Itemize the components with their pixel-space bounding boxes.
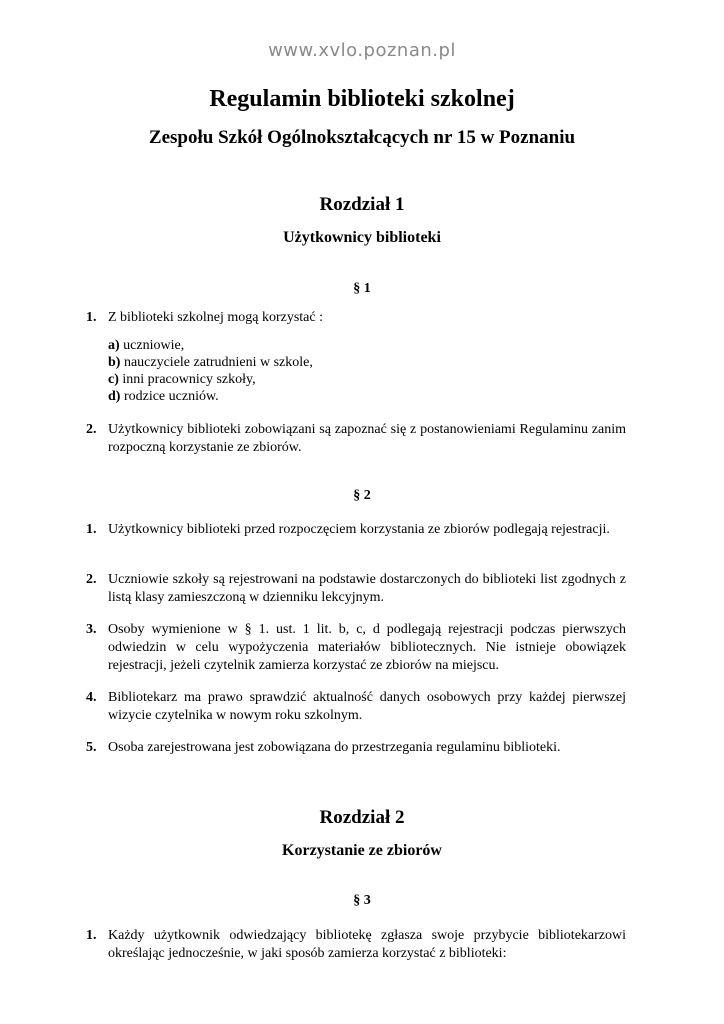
item-number: 1. bbox=[86, 310, 97, 325]
section-2-item-3 bbox=[86, 621, 626, 675]
subitem-letter: a) bbox=[108, 338, 120, 353]
section-1-subitem-c bbox=[108, 371, 608, 388]
subitem-text: inni pracownicy szkoły, bbox=[122, 372, 256, 387]
section-1-subitem-d bbox=[108, 388, 608, 405]
item-text: Każdy użytkownik odwiedzający bibliotekę zgłasza swoje przybycie bibliotekarzowi określając jednocześnie, w jaki sposób zamierza korzystać z biblioteki: bbox=[108, 928, 626, 961]
subitem-text: rodzice uczniów. bbox=[123, 389, 219, 404]
section-2-item-5 bbox=[86, 739, 626, 757]
subitem-text: nauczyciele zatrudnieni w szkole, bbox=[123, 355, 313, 370]
chapter-1-subheading: Użytkownicy biblioteki bbox=[283, 229, 441, 246]
section-2-item-2 bbox=[86, 571, 626, 607]
section-3-sign: § 3 bbox=[353, 893, 371, 908]
item-text: Użytkownicy biblioteki przed rozpoczęciem korzystania ze zbiorów podlegają rejestracji. bbox=[108, 522, 610, 537]
section-3-item-1 bbox=[86, 927, 626, 963]
section-2-item-4 bbox=[86, 689, 626, 725]
document-title: Regulamin biblioteki szkolnej bbox=[209, 86, 515, 112]
item-number: 2. bbox=[86, 572, 97, 587]
item-number: 2. bbox=[86, 422, 97, 437]
item-number: 1. bbox=[86, 928, 97, 943]
item-number: 4. bbox=[86, 690, 97, 705]
subitem-text: uczniowie, bbox=[123, 338, 185, 353]
section-1-sign: § 1 bbox=[353, 281, 371, 296]
section-1-item-2 bbox=[86, 421, 626, 457]
section-2-item-1 bbox=[86, 521, 626, 539]
item-number: 5. bbox=[86, 740, 97, 755]
chapter-2-subheading: Korzystanie ze zbiorów bbox=[282, 842, 442, 859]
chapter-1-heading: Rozdział 1 bbox=[319, 194, 405, 215]
section-1-item-1 bbox=[86, 309, 626, 327]
item-text: Użytkownicy biblioteki zobowiązani są zapoznać się z postanowieniami Regulaminu zanim rozpoczną korzystanie ze zbiorów. bbox=[108, 422, 626, 455]
item-text: Osoby wymienione w § 1. ust. 1 lit. b, c, d podlegają rejestracji podczas pierwszych odwiedzin w celu wypożyczenia materiałów bibliotecznych. Nie istnieje obowiązek rejestracji, jeżeli czytelnik zamierza korzystać ze zbiorów na miejscu. bbox=[108, 622, 626, 673]
item-number: 3. bbox=[86, 622, 97, 637]
document-subtitle: Zespołu Szkół Ogólnokształcących nr 15 w Poznaniu bbox=[148, 127, 576, 148]
item-text: Osoba zarejestrowana jest zobowiązana do przestrzegania regulaminu biblioteki. bbox=[108, 740, 561, 755]
subitem-letter: d) bbox=[108, 389, 121, 404]
section-1-subitem-b bbox=[108, 354, 608, 371]
subitem-letter: c) bbox=[108, 372, 119, 387]
section-1-subitem-a bbox=[108, 337, 608, 354]
chapter-2-heading: Rozdział 2 bbox=[319, 807, 405, 828]
watermark-url: www.xvlo.poznan.pl bbox=[268, 40, 456, 61]
item-text: Bibliotekarz ma prawo sprawdzić aktualność danych osobowych przy każdej pierwszej wizycie czytelnika w nowym roku szkolnym. bbox=[108, 690, 626, 723]
item-text: Uczniowie szkoły są rejestrowani na podstawie dostarczonych do biblioteki list zgodnych z listą klasy zamieszczoną w dzienniku lekcyjnym. bbox=[108, 572, 626, 605]
section-2-sign: § 2 bbox=[353, 488, 371, 503]
subitem-letter: b) bbox=[108, 355, 121, 370]
item-text: Z biblioteki szkolnej mogą korzystać : bbox=[108, 310, 324, 325]
item-number: 1. bbox=[86, 522, 97, 537]
